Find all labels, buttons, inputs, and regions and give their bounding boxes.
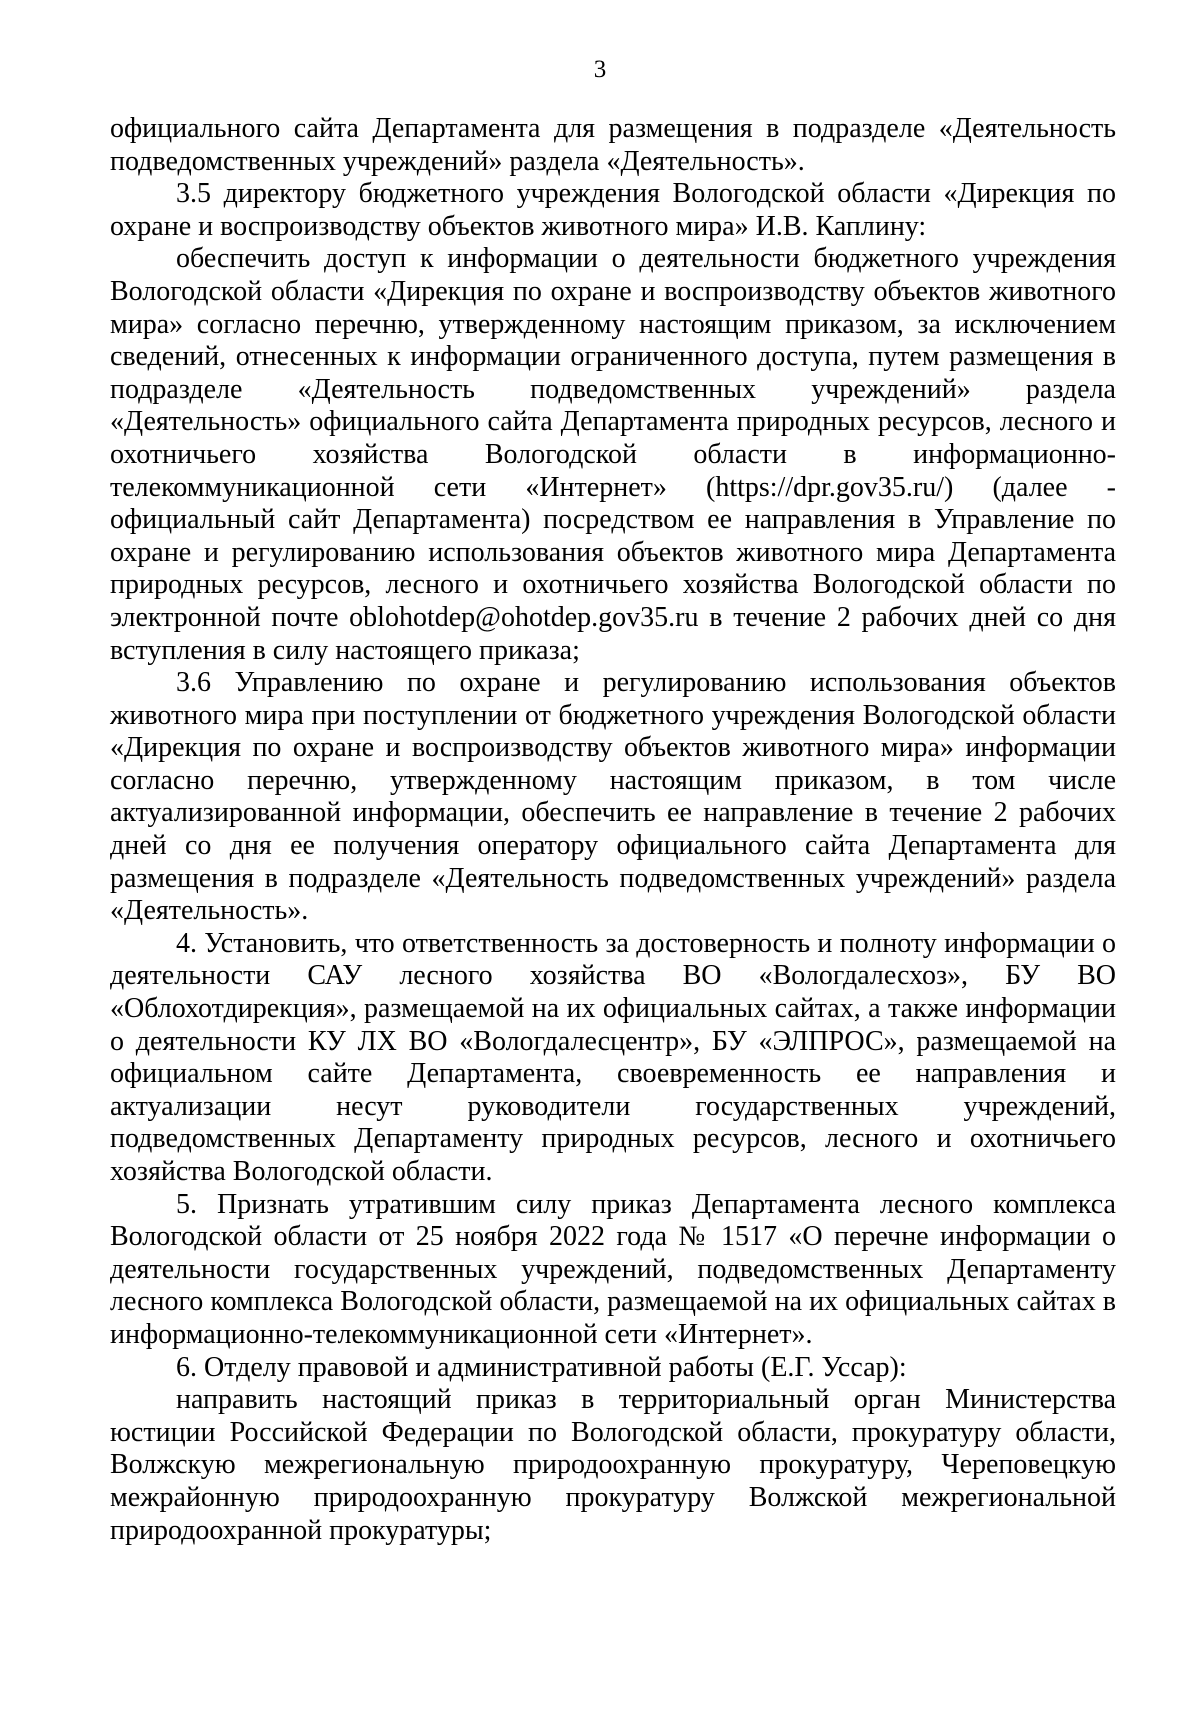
document-body (110, 113, 1116, 1547)
paragraph-continuation: официального сайта Департамента для размещения в подразделе «Деятельность подведомственных учреждений» раздела «Деятельность». (110, 113, 1116, 177)
paragraph-6: 6. Отделу правовой и административной работы (Е.Г. Уссар): (176, 1351, 907, 1383)
paragraph-3-5: 3.5 директору бюджетного учреждения Вологодской области «Дирекция по охране и воспроизводству объектов животного мира» И.В. Каплину: (110, 178, 1116, 242)
paragraph-3-6: 3.6 Управлению по охране и регулированию использования объектов животного мира при поступлении от бюджетного учреждения Вологодской области «Дирекция по охране и воспроизводству объектов животного мира» информации согласно перечню, утвержденному настоящим приказом, в том числе актуализированной информации, обеспечить ее направление в течение 2 рабочих дней со дня ее получения оператору официального сайта Департамента для размещения в подразделе «Деятельность подведомственных учреждений» раздела «Деятельность». (110, 667, 1116, 927)
paragraph-6-send: направить настоящий приказ в территориальный орган Министерства юстиции Российской Федерации по Вологодской области, прокуратуру области, Волжскую межрегиональную природоохранную прокуратуру, Череповецкую межрайонную природоохранную прокуратуру Волжской межрегиональной природоохранной прокуратуры; (110, 1384, 1116, 1546)
paragraph-4: 4. Установить, что ответственность за достоверность и полноту информации о деятельности САУ лесного хозяйства ВО «Вологдалесхоз», БУ ВО «Облохотдирекция», размещаемой на их официальных сайтах, а также информации о деятельности КУ ЛХ ВО «Вологдалесцентр», БУ «ЭЛПРОС», размещаемой на официальном сайте Департамента, своевременность ее направления и актуализации несут руководители государственных учреждений, подведомственных Департаменту природных ресурсов, лесного и охотничьего хозяйства Вологодской области. (110, 927, 1116, 1187)
page-number: 3 (593, 56, 607, 83)
paragraph-5: 5. Признать утратившим силу приказ Департамента лесного комплекса Вологодской области от 25 ноября 2022 года № 1517 «О перечне информации о деятельности государственных учреждений, подведомственных Департаменту лесного комплекса Вологодской области, размещаемой на их официальных сайтах в информационно-телекоммуникационной сети «Интернет». (110, 1188, 1116, 1350)
paragraph-3-5-access: обеспечить доступ к информации о деятельности бюджетного учреждения Вологодской области «Дирекция по охране и воспроизводству объектов животного мира» согласно перечню, утвержденному настоящим приказом, за исключением сведений, отнесенных к информации ограниченного доступа, путем размещения в подразделе «Деятельность подведомственных учреждений» раздела «Деятельность» официального сайта Департамента природных ресурсов, лесного и охотничьего хозяйства Вологодской области в информационно-телекоммуникационной сети «Интернет» (https://dpr.gov35.ru/) (далее - официальный сайт Департамента) посредством ее направления в Управление по охране и регулированию использования объектов животного мира Департамента природных ресурсов, лесного и охотничьего хозяйства Вологодской области по электронной почте oblohotdep@ohotdep.gov35.ru в течение 2 рабочих дней со дня вступления в силу настоящего приказа; (110, 243, 1116, 666)
